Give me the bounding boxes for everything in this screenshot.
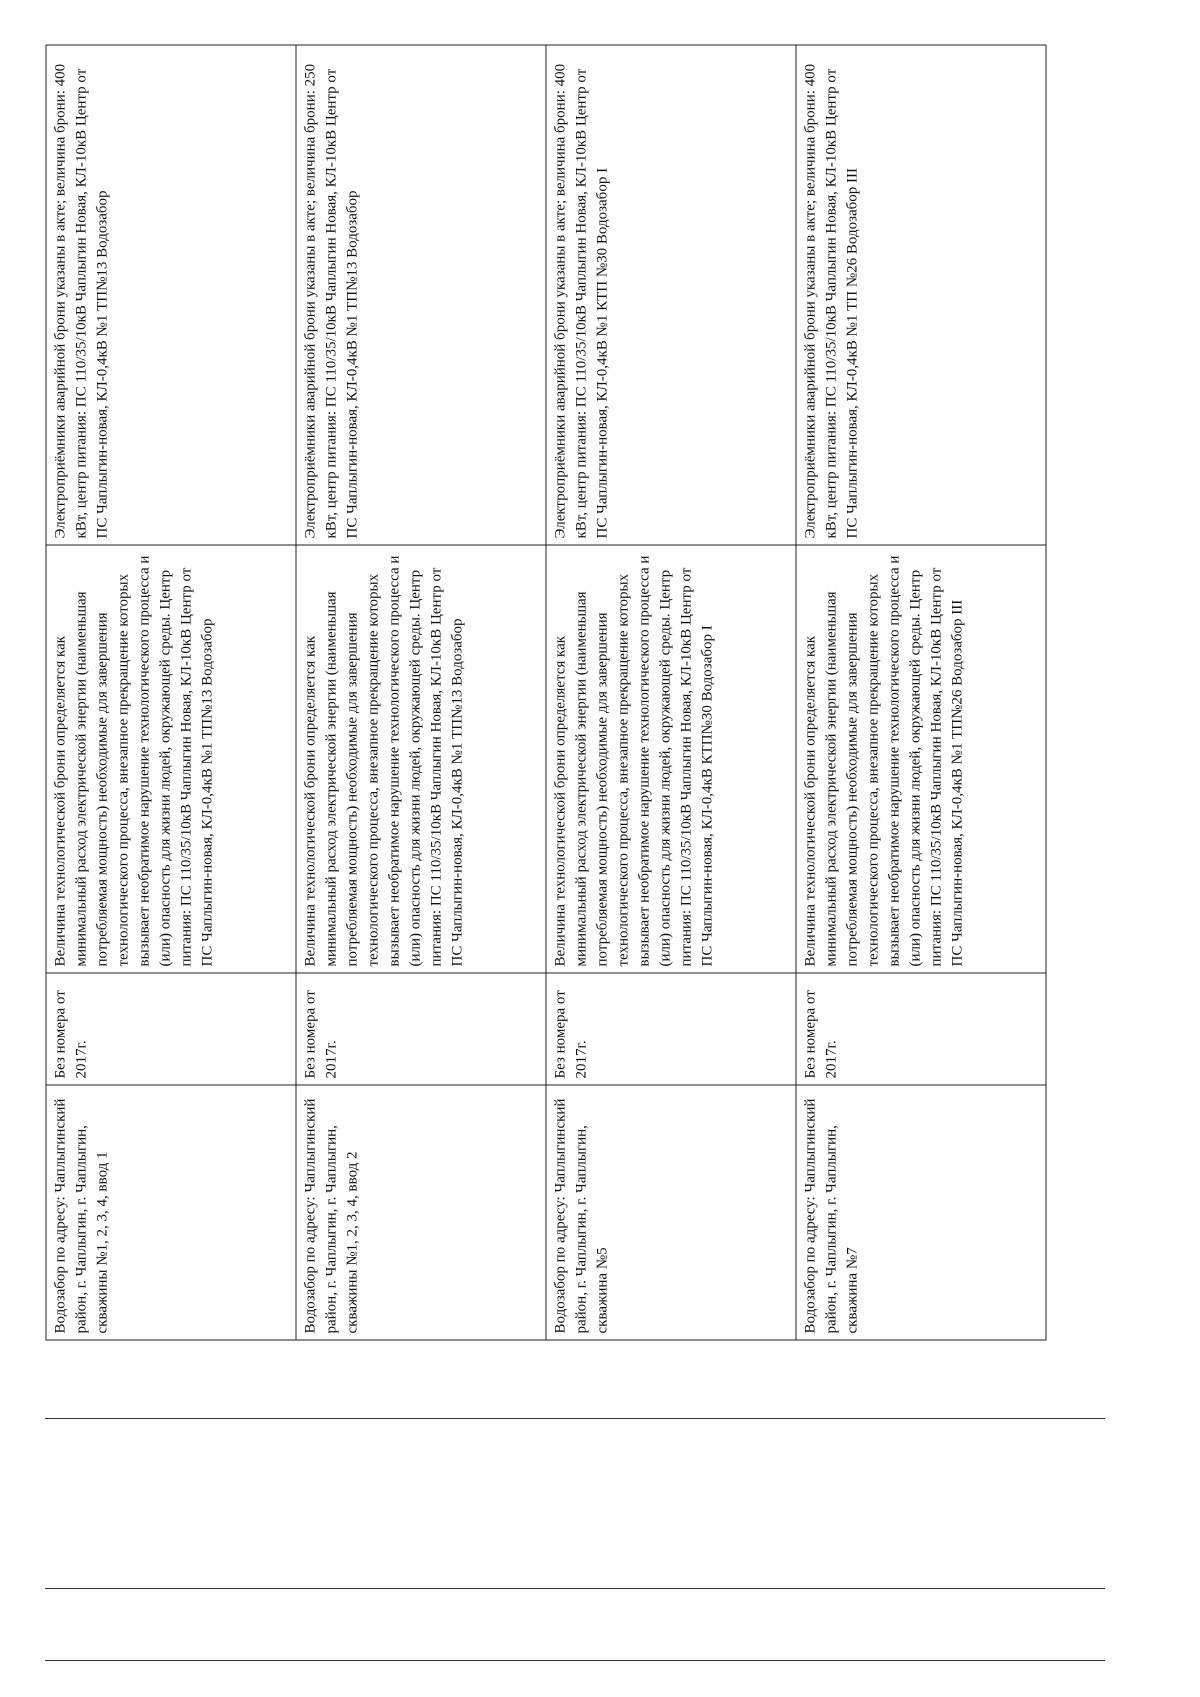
tech-reserve-cell: Величина технологической брони определяется как минимальный расход электрической энергии (наименьшая потребляемая мощность) необходимые для завершения технологического процесса, внезапное прекращение которых вызывает необратимое нарушение технологического процесса и (или) опасность для жизни людей, окружающей среды. Центр питания: ПС 110/35/10кВ Чаплыгин Новая, КЛ-10кВ Центр от ПС Чаплыгин-новая, КЛ-0,4кВ КТП№30 Водозабор I xyxy=(546,545,796,973)
table-row xyxy=(546,45,796,1340)
table-row xyxy=(296,45,546,1340)
date-cell: Без номера от 2017г. xyxy=(546,973,796,1085)
power-reserve-table xyxy=(45,44,1046,1340)
emergency-reserve-cell: Электроприёмники аварийной брони указаны в акте; величина брони: 400 кВт, центр питания: ПС 110/35/10кВ Чаплыгин Новая, КЛ-10кВ Центр от ПС Чаплыгин-новая, КЛ-0,4кВ №1 КТП №30 Водозабор I xyxy=(546,45,796,545)
tech-reserve-cell: Величина технологической брони определяется как минимальный расход электрической энергии (наименьшая потребляемая мощность) необходимые для завершения технологического процесса, внезапное прекращение которых вызывает необратимое нарушение технологического процесса и (или) опасность для жизни людей, окружающей среды. Центр питания: ПС 110/35/10кВ Чаплыгин Новая, КЛ-10кВ Центр от ПС Чаплыгин-новая, КЛ-0,4кВ №1 ТП№26 Водозабор III xyxy=(796,545,1046,973)
emergency-reserve-cell: Электроприёмники аварийной брони указаны в акте; величина брони: 400 кВт, центр питания: ПС 110/35/10кВ Чаплыгин Новая, КЛ-10кВ Центр от ПС Чаплыгин-новая, КЛ-0,4кВ №1 ТП№13 Водозабор xyxy=(46,45,296,545)
address-cell: Водозабор по адресу: Чаплыгинский район, г. Чаплыгин, г. Чаплыгин, скважины №1, 2, 3, 4, ввод 1 xyxy=(46,1085,296,1340)
date-cell: Без номера от 2017г. xyxy=(296,973,546,1085)
date-cell: Без номера от 2017г. xyxy=(796,973,1046,1085)
horizontal-rule xyxy=(45,1588,1105,1589)
tech-reserve-cell: Величина технологической брони определяется как минимальный расход электрической энергии (наименьшая потребляемая мощность) необходимые для завершения технологического процесса, внезапное прекращение которых вызывает необратимое нарушение технологического процесса и (или) опасность для жизни людей, окружающей среды. Центр питания: ПС 110/35/10кВ Чаплыгин Новая, КЛ-10кВ Центр от ПС Чаплыгин-новая, КЛ-0,4кВ №1 ТП№13 Водозабор xyxy=(46,545,296,973)
date-cell: Без номера от 2017г. xyxy=(46,973,296,1085)
address-cell: Водозабор по адресу: Чаплыгинский район, г. Чаплыгин, г. Чаплыгин, скважина №5 xyxy=(546,1085,796,1340)
address-cell: Водозабор по адресу: Чаплыгинский район, г. Чаплыгин, г. Чаплыгин, скважина №7 xyxy=(796,1085,1046,1340)
emergency-reserve-cell: Электроприёмники аварийной брони указаны в акте; величина брони: 250 кВт, центр питания: ПС 110/35/10кВ Чаплыгин Новая, КЛ-10кВ Центр от ПС Чаплыгин-новая, КЛ-0,4кВ №1 ТП№13 Водозабор xyxy=(296,45,546,545)
rotated-table-container xyxy=(45,45,1045,1340)
address-cell: Водозабор по адресу: Чаплыгинский район, г. Чаплыгин, г. Чаплыгин, скважины №1, 2, 3, 4, ввод 2 xyxy=(296,1085,546,1340)
tech-reserve-cell: Величина технологической брони определяется как минимальный расход электрической энергии (наименьшая потребляемая мощность) необходимые для завершения технологического процесса, внезапное прекращение которых вызывает необратимое нарушение технологического процесса и (или) опасность для жизни людей, окружающей среды. Центр питания: ПС 110/35/10кВ Чаплыгин Новая, КЛ-10кВ Центр от ПС Чаплыгин-новая, КЛ-0,4кВ №1 ТП№13 Водозабор xyxy=(296,545,546,973)
horizontal-rule xyxy=(45,1660,1105,1661)
horizontal-rule xyxy=(45,1418,1105,1419)
table-row xyxy=(46,45,296,1340)
table-row xyxy=(796,45,1046,1340)
emergency-reserve-cell: Электроприёмники аварийной брони указаны в акте; величина брони: 400 кВт, центр питания: ПС 110/35/10кВ Чаплыгин Новая, КЛ-10кВ Центр от ПС Чаплыгин-новая, КЛ-0,4кВ №1 ТП №26 Водозабор III xyxy=(796,45,1046,545)
